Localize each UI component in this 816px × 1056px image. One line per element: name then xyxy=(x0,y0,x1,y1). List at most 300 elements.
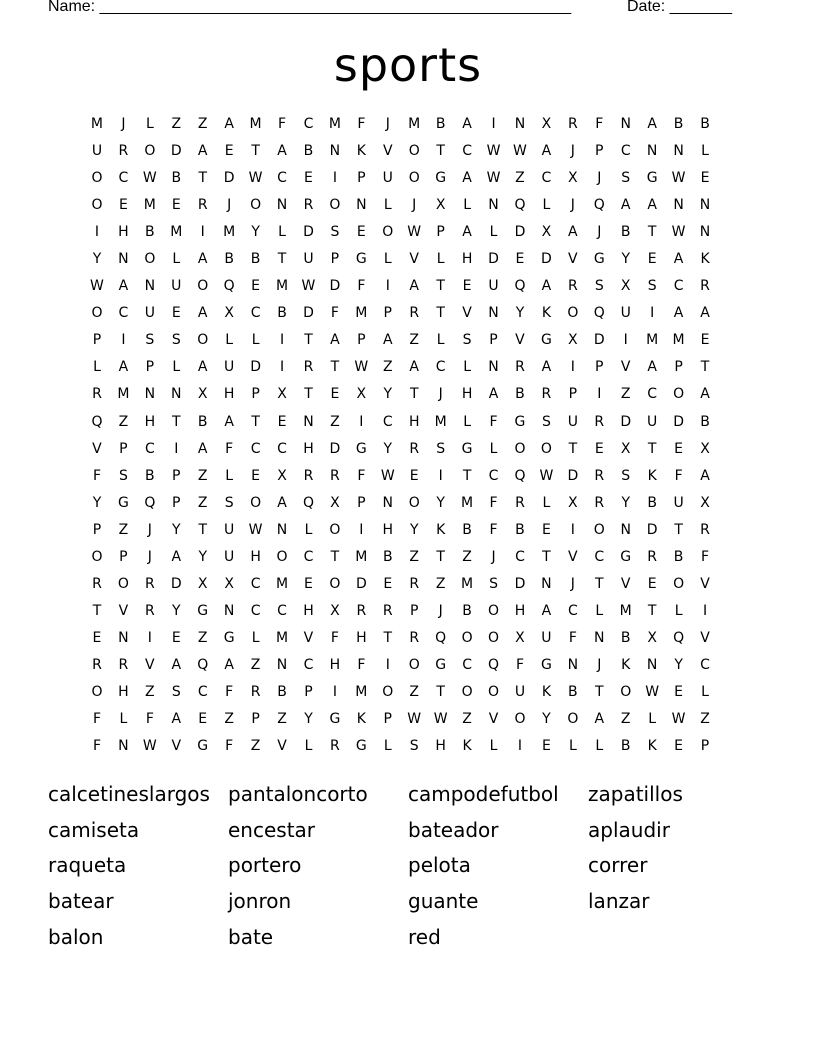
grid-letter: L xyxy=(542,494,551,511)
grid-letter: O xyxy=(382,683,394,700)
grid-letter: H xyxy=(118,683,130,700)
grid-letter: I xyxy=(385,656,391,673)
grid-letter: V xyxy=(620,359,631,376)
grid-letter: B xyxy=(700,413,711,430)
grid-letter: Y xyxy=(674,656,684,673)
grid-letter: C xyxy=(647,386,658,403)
grid-letter: T xyxy=(251,413,261,430)
word-list-item: pelota xyxy=(408,853,471,878)
grid-letter: C xyxy=(118,170,129,187)
grid-letter: F xyxy=(595,116,604,132)
grid-letter: M xyxy=(223,224,236,241)
grid-letter: W xyxy=(407,224,422,241)
grid-letter: B xyxy=(673,548,684,565)
grid-letter: H xyxy=(408,413,420,430)
grid-letter: Z xyxy=(250,656,261,673)
grid-letter: R xyxy=(92,656,103,673)
grid-letter: A xyxy=(224,656,235,673)
grid-letter: O xyxy=(514,440,526,457)
grid-letter: P xyxy=(172,494,181,511)
grid-letter: I xyxy=(597,386,602,403)
grid-letter: R xyxy=(567,116,579,132)
grid-letter: A xyxy=(700,467,711,484)
grid-letter: P xyxy=(304,683,314,700)
grid-letter: X xyxy=(277,386,288,403)
grid-letter: L xyxy=(172,359,181,376)
grid-letter: P xyxy=(119,440,129,457)
grid-letter: H xyxy=(250,548,262,565)
grid-letter: J xyxy=(597,224,602,241)
grid-letter: T xyxy=(542,548,552,565)
word-list-item: raqueta xyxy=(48,853,127,878)
grid-letter: I xyxy=(650,305,655,322)
grid-letter: T xyxy=(304,332,314,349)
word-list-item: camiseta xyxy=(48,817,140,842)
grid-letter: G xyxy=(355,251,368,268)
grid-letter: P xyxy=(674,359,684,376)
grid-letter: S xyxy=(541,413,552,430)
grid-letter: H xyxy=(514,602,526,619)
grid-letter: N xyxy=(144,278,156,295)
grid-letter: I xyxy=(332,170,338,187)
grid-letter: K xyxy=(541,305,552,322)
grid-letter: G xyxy=(223,629,236,646)
grid-letter: J xyxy=(227,197,232,214)
grid-letter: W xyxy=(142,738,158,755)
grid-letter: X xyxy=(330,602,341,619)
grid-letter: V xyxy=(700,629,711,646)
grid-letter: Y xyxy=(409,521,419,538)
grid-letter: E xyxy=(594,440,605,457)
grid-letter: B xyxy=(145,224,156,241)
grid-letter: I xyxy=(570,521,576,538)
grid-letter: X xyxy=(568,332,579,349)
grid-letter: A xyxy=(171,711,182,728)
grid-letter: W xyxy=(513,143,528,160)
grid-letter: P xyxy=(489,332,499,349)
grid-letter: D xyxy=(620,413,632,430)
grid-letter: S xyxy=(621,467,631,484)
grid-letter: H xyxy=(435,738,447,755)
grid-letter: F xyxy=(357,467,366,484)
grid-letter: I xyxy=(702,602,708,619)
grid-letter: O xyxy=(250,494,262,511)
grid-letter: Q xyxy=(593,305,606,322)
grid-letter: R xyxy=(515,359,526,376)
grid-letter: Z xyxy=(382,359,394,376)
grid-letter: J xyxy=(412,197,417,214)
grid-letter: L xyxy=(383,251,393,268)
grid-letter: B xyxy=(277,305,288,322)
grid-letter: Y xyxy=(515,305,525,322)
grid-letter: P xyxy=(700,738,710,755)
grid-letter: L xyxy=(225,332,234,349)
grid-letter: N xyxy=(620,521,632,538)
grid-letter: G xyxy=(329,711,341,728)
grid-letter: N xyxy=(594,629,606,646)
grid-letter: Z xyxy=(118,413,129,430)
grid-letter: X xyxy=(541,116,552,132)
grid-letter: I xyxy=(200,224,206,241)
grid-letter: H xyxy=(223,386,235,403)
grid-letter: W xyxy=(671,711,687,728)
grid-letter: R xyxy=(92,575,103,592)
grid-letter: N xyxy=(673,143,685,160)
grid-letter: N xyxy=(118,738,130,755)
grid-letter: N xyxy=(514,116,526,132)
grid-letter: Y xyxy=(436,494,446,511)
grid-letter: Z xyxy=(224,711,235,728)
grid-letter: P xyxy=(251,386,261,403)
grid-letter: V xyxy=(568,251,579,268)
grid-letter: C xyxy=(303,116,314,132)
grid-letter: K xyxy=(356,143,367,160)
grid-letter: L xyxy=(701,683,710,700)
grid-letter: A xyxy=(700,386,711,403)
grid-letter: A xyxy=(171,656,182,673)
grid-letter: B xyxy=(197,413,209,430)
grid-letter: U xyxy=(224,359,235,376)
grid-letter: Y xyxy=(251,224,261,241)
grid-letter: E xyxy=(383,575,393,592)
grid-letter: M xyxy=(619,602,633,619)
grid-letter: Y xyxy=(198,548,208,565)
grid-letter: Q xyxy=(673,629,685,646)
word-list-item: bate xyxy=(228,924,274,949)
grid-letter: Z xyxy=(515,170,526,187)
grid-letter: T xyxy=(647,602,657,619)
grid-letter: P xyxy=(251,711,261,728)
grid-letter: Y xyxy=(383,440,393,457)
word-list xyxy=(48,778,768,956)
grid-letter: W xyxy=(90,278,105,295)
grid-letter: R xyxy=(409,575,420,592)
grid-letter: M xyxy=(90,116,104,132)
grid-letter: U xyxy=(171,278,182,295)
grid-letter: K xyxy=(541,683,552,700)
grid-letter: K xyxy=(647,467,658,484)
grid-letter: C xyxy=(303,548,314,565)
grid-letter: W xyxy=(671,224,687,241)
grid-letter: L xyxy=(304,738,313,755)
grid-letter: G xyxy=(435,170,447,187)
grid-letter: Y xyxy=(92,251,102,268)
grid-letter: T xyxy=(198,170,208,187)
grid-letter: O xyxy=(329,575,341,592)
grid-letter: D xyxy=(223,170,236,187)
grid-letter: C xyxy=(462,143,473,160)
grid-letter: O xyxy=(91,170,103,187)
grid-letter: H xyxy=(303,602,315,619)
grid-letter: B xyxy=(515,521,526,538)
grid-letter: O xyxy=(91,197,103,214)
grid-letter: R xyxy=(303,197,314,214)
grid-letter: Z xyxy=(197,467,209,484)
grid-letter: I xyxy=(94,224,100,241)
grid-letter: O xyxy=(408,656,421,673)
grid-letter: D xyxy=(303,305,315,322)
grid-letter: U xyxy=(567,413,579,430)
grid-letter: B xyxy=(462,602,473,619)
grid-letter: N xyxy=(382,494,394,511)
grid-letter: A xyxy=(541,359,552,376)
grid-letter: E xyxy=(541,521,552,538)
grid-letter: E xyxy=(700,170,710,187)
word-list-item: pantaloncorto xyxy=(228,782,368,806)
grid-letter: P xyxy=(357,170,367,187)
grid-letter: N xyxy=(488,359,500,376)
grid-letter: A xyxy=(462,224,473,241)
grid-letter: X xyxy=(224,575,235,592)
grid-letter: I xyxy=(279,332,285,349)
grid-letter: A xyxy=(647,116,658,132)
grid-letter: M xyxy=(249,116,263,132)
grid-letter: X xyxy=(541,224,552,241)
grid-letter: A xyxy=(171,548,182,565)
grid-letter: H xyxy=(329,656,341,673)
grid-letter: F xyxy=(357,278,366,295)
grid-letter: F xyxy=(278,116,287,132)
grid-letter: D xyxy=(170,575,183,592)
grid-letter: V xyxy=(620,575,631,592)
grid-letter: Z xyxy=(462,711,473,728)
grid-letter: C xyxy=(197,683,209,700)
grid-letter: B xyxy=(250,251,261,268)
grid-letter: C xyxy=(620,143,632,160)
grid-letter: F xyxy=(357,656,366,673)
grid-letter: V xyxy=(462,305,473,322)
grid-letter: L xyxy=(463,413,472,430)
grid-letter: A xyxy=(224,413,235,430)
grid-letter: E xyxy=(541,738,552,755)
grid-letter: T xyxy=(647,440,657,457)
grid-letter: R xyxy=(594,413,605,430)
grid-letter: T xyxy=(436,278,446,295)
grid-letter: G xyxy=(540,656,553,673)
grid-letter: O xyxy=(461,629,474,646)
grid-letter: C xyxy=(673,278,684,295)
grid-letter: O xyxy=(514,711,526,728)
grid-letter: B xyxy=(515,386,526,403)
grid-letter: G xyxy=(514,413,526,430)
grid-letter: A xyxy=(594,711,605,728)
grid-letter: R xyxy=(515,494,526,511)
grid-letter: T xyxy=(436,683,446,700)
grid-letter: N xyxy=(673,197,685,214)
grid-letter: A xyxy=(277,143,288,160)
grid-letter: W xyxy=(354,359,369,376)
grid-letter: X xyxy=(277,467,288,484)
grid-letter: R xyxy=(409,440,420,457)
grid-letter: A xyxy=(673,251,684,268)
grid-letter: Z xyxy=(197,116,209,132)
grid-letter: B xyxy=(568,683,579,700)
grid-letter: M xyxy=(170,224,183,241)
grid-letter: D xyxy=(329,440,341,457)
grid-letter: W xyxy=(433,711,449,728)
grid-letter: O xyxy=(593,521,606,538)
grid-letter: C xyxy=(250,440,261,457)
grid-letter: V xyxy=(118,602,129,619)
grid-letter: R xyxy=(144,575,156,592)
grid-letter: O xyxy=(197,332,209,349)
grid-letter: R xyxy=(567,278,579,295)
grid-letter: S xyxy=(647,278,658,295)
grid-letter: Y xyxy=(621,251,631,268)
grid-letter: B xyxy=(620,738,632,755)
grid-letter: E xyxy=(171,305,182,322)
grid-letter: K xyxy=(621,656,631,673)
grid-letter: U xyxy=(144,305,156,322)
grid-letter: C xyxy=(567,602,579,619)
grid-letter: H xyxy=(144,413,156,430)
grid-letter: A xyxy=(541,278,552,295)
grid-letter: E xyxy=(92,629,102,646)
grid-letter: F xyxy=(225,440,234,457)
grid-letter: H xyxy=(118,224,130,241)
grid-letter: N xyxy=(144,386,156,403)
grid-letter: P xyxy=(172,467,181,484)
grid-letter: C xyxy=(144,440,156,457)
grid-letter: Z xyxy=(700,711,711,728)
grid-letter: H xyxy=(461,386,473,403)
grid-letter: O xyxy=(673,386,685,403)
grid-letter: Z xyxy=(145,683,156,700)
grid-letter: D xyxy=(541,251,553,268)
grid-letter: W xyxy=(486,170,501,187)
grid-letter: Q xyxy=(514,197,526,214)
grid-letter: E xyxy=(674,440,684,457)
grid-letter: R xyxy=(144,602,156,619)
grid-letter: L xyxy=(489,440,498,457)
grid-letter: J xyxy=(438,386,444,403)
grid-letter: N xyxy=(646,143,658,160)
grid-letter: P xyxy=(357,494,367,511)
grid-letter: N xyxy=(699,224,711,241)
grid-letter: D xyxy=(329,278,341,295)
word-list-item: aplaudir xyxy=(588,817,670,842)
grid-letter: U xyxy=(224,521,235,538)
grid-letter: Q xyxy=(488,656,500,673)
grid-letter: M xyxy=(143,197,157,214)
grid-letter: G xyxy=(646,170,659,187)
grid-letter: Q xyxy=(593,197,606,214)
grid-letter: U xyxy=(303,251,315,268)
grid-letter: T xyxy=(595,575,605,592)
grid-letter: F xyxy=(92,711,102,728)
grid-letter: E xyxy=(304,575,314,592)
grid-letter: O xyxy=(117,575,130,592)
grid-letter: O xyxy=(382,224,394,241)
grid-letter: T xyxy=(92,602,102,619)
word-list-item: calcetineslargos xyxy=(48,782,210,806)
grid-letter: H xyxy=(303,440,315,457)
grid-letter: M xyxy=(355,683,368,700)
word-list-item: batear xyxy=(48,889,114,914)
grid-letter: O xyxy=(91,548,103,565)
grid-letter: N xyxy=(541,575,553,592)
grid-letter: N xyxy=(276,197,288,214)
grid-letter: E xyxy=(330,386,340,403)
grid-letter: P xyxy=(92,332,102,349)
grid-letter: T xyxy=(436,548,446,565)
grid-letter: M xyxy=(672,332,686,349)
grid-letter: D xyxy=(646,521,659,538)
grid-letter: S xyxy=(171,332,182,349)
grid-letter: G xyxy=(197,738,209,755)
grid-letter: X xyxy=(330,494,341,511)
grid-letter: C xyxy=(250,305,261,322)
grid-letter: W xyxy=(407,711,422,728)
grid-letter: X xyxy=(700,494,711,511)
grid-letter: G xyxy=(435,656,447,673)
grid-letter: I xyxy=(279,359,285,376)
grid-letter: Z xyxy=(330,413,341,430)
grid-letter: J xyxy=(570,143,576,160)
grid-letter: D xyxy=(355,575,368,592)
grid-letter: S xyxy=(145,332,155,349)
grid-letter: F xyxy=(330,305,340,322)
grid-letter: T xyxy=(277,251,287,268)
word-search-grid xyxy=(84,111,719,760)
grid-letter: Z xyxy=(409,332,420,349)
grid-letter: W xyxy=(539,467,554,484)
grid-letter: T xyxy=(198,521,208,538)
grid-letter: Y xyxy=(383,386,393,403)
grid-letter: R xyxy=(594,467,605,484)
grid-letter: I xyxy=(438,467,444,484)
grid-letter: L xyxy=(251,629,260,646)
grid-letter: F xyxy=(674,467,684,484)
grid-letter: Z xyxy=(118,521,129,538)
grid-letter: X xyxy=(435,197,446,214)
grid-letter: T xyxy=(674,521,684,538)
grid-letter: R xyxy=(409,629,420,646)
grid-letter: T xyxy=(595,683,605,700)
grid-letter: W xyxy=(671,170,687,187)
grid-letter: F xyxy=(515,656,525,673)
grid-letter: L xyxy=(542,197,551,214)
grid-letter: A xyxy=(224,116,235,132)
grid-letter: A xyxy=(197,440,208,457)
grid-letter: B xyxy=(224,251,235,268)
grid-letter: Y xyxy=(304,711,314,728)
grid-letter: O xyxy=(567,305,579,322)
grid-letter: R xyxy=(118,656,129,673)
grid-letter: B xyxy=(303,143,314,160)
grid-letter: P xyxy=(330,251,340,268)
grid-letter: M xyxy=(355,548,368,565)
grid-letter: D xyxy=(514,575,526,592)
grid-letter: K xyxy=(700,251,711,268)
grid-letter: B xyxy=(435,116,446,132)
grid-letter: U xyxy=(91,143,103,160)
grid-letter: Q xyxy=(514,467,526,484)
grid-letter: N xyxy=(488,305,500,322)
grid-letter: U xyxy=(382,170,394,187)
grid-letter: B xyxy=(700,116,711,132)
grid-letter: V xyxy=(568,548,579,565)
grid-letter: A xyxy=(382,332,394,349)
grid-letter: G xyxy=(355,738,368,755)
grid-letter: X xyxy=(224,305,235,322)
grid-letter: T xyxy=(330,359,340,376)
grid-letter: Q xyxy=(435,629,447,646)
grid-letter: F xyxy=(568,629,578,646)
grid-letter: G xyxy=(593,251,606,268)
grid-letter: Z xyxy=(409,683,420,700)
grid-letter: S xyxy=(330,224,340,241)
